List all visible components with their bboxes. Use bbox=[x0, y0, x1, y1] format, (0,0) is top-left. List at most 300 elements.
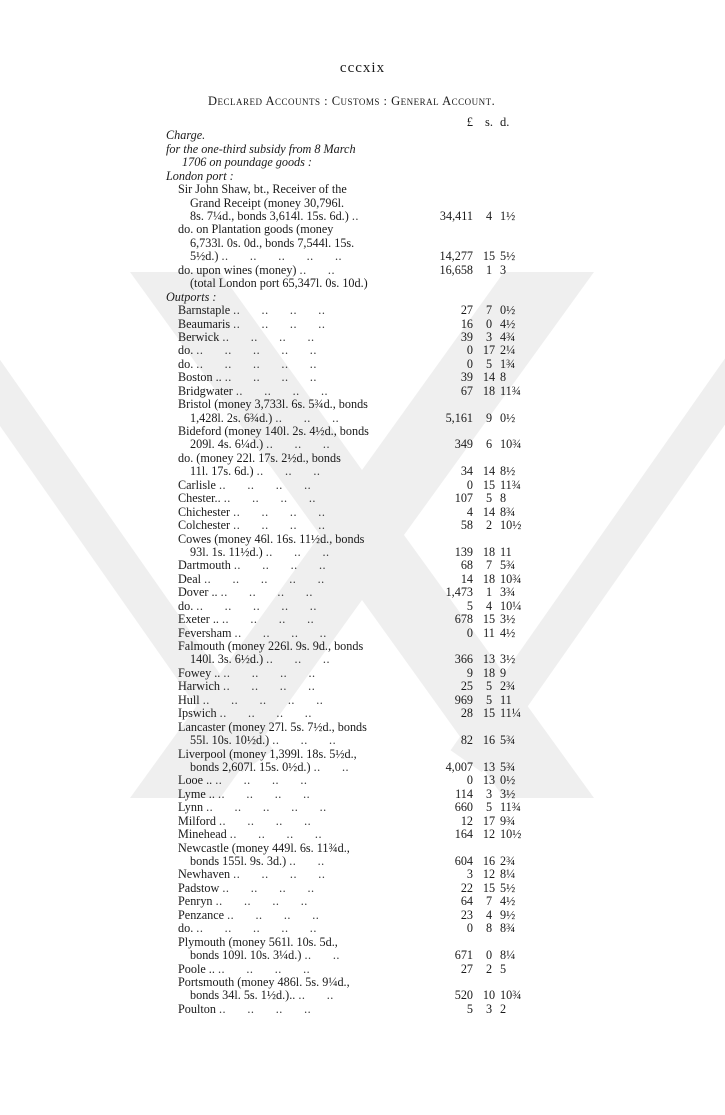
line-text bbox=[178, 223, 333, 236]
pence-value: 4½ bbox=[500, 894, 516, 909]
dot-leader: .. .. .. bbox=[256, 464, 321, 479]
line-text bbox=[178, 385, 328, 398]
shillings-value: 2 bbox=[485, 518, 493, 533]
account-line bbox=[0, 506, 725, 519]
line-label: Bristol (money 3,733l. 6s. 5¾d., bonds bbox=[178, 397, 368, 412]
line-text bbox=[190, 546, 330, 559]
dot-leader: .. .. .. .. bbox=[235, 383, 329, 398]
line-text bbox=[178, 492, 316, 505]
line-label: Fowey .. bbox=[178, 665, 221, 680]
account-line bbox=[0, 425, 725, 438]
pence-value: 8¼ bbox=[500, 867, 516, 882]
line-text bbox=[178, 774, 307, 787]
pounds-value: 34 bbox=[460, 464, 473, 479]
pounds-value: 0 bbox=[466, 343, 473, 358]
account-line bbox=[0, 385, 725, 398]
pence-value: 10¾ bbox=[500, 437, 522, 452]
account-line bbox=[0, 667, 725, 680]
account-line bbox=[0, 533, 725, 546]
account-line bbox=[0, 680, 725, 693]
account-line bbox=[0, 277, 725, 290]
line-text bbox=[178, 398, 368, 411]
shillings-value: 15 bbox=[482, 612, 496, 627]
dot-leader: .. .. .. .. bbox=[223, 665, 316, 680]
dot-leader: .. .. .. .. bbox=[218, 1001, 312, 1016]
pence-value: 3 bbox=[500, 262, 507, 277]
pence-value: 3½ bbox=[500, 652, 516, 667]
pounds-value: 64 bbox=[460, 894, 473, 909]
line-label: Lyme .. bbox=[178, 786, 215, 801]
line-text bbox=[178, 613, 314, 626]
dot-leader: .. .. .. .. bbox=[229, 827, 322, 842]
line-label: Portsmouth (money 486l. 5s. 9¼d., bbox=[178, 974, 350, 989]
shillings-value: 3 bbox=[485, 1001, 493, 1016]
shillings-value: 6 bbox=[485, 437, 493, 452]
line-text bbox=[190, 949, 340, 962]
line-text bbox=[178, 721, 367, 734]
pounds-value: 520 bbox=[454, 988, 473, 1003]
dot-leader: .. .. .. .. bbox=[233, 504, 326, 519]
page-number: cccxix bbox=[339, 60, 386, 76]
shillings-value: 9 bbox=[485, 410, 493, 425]
account-line bbox=[0, 183, 725, 196]
line-text bbox=[190, 210, 359, 223]
account-line bbox=[0, 156, 725, 169]
line-text bbox=[178, 936, 338, 949]
line-text bbox=[182, 156, 312, 169]
line-text bbox=[178, 922, 317, 935]
line-label: Cowes (money 46l. 16s. 11½d., bonds bbox=[178, 531, 365, 546]
shillings-value: 15 bbox=[482, 477, 496, 492]
account-line bbox=[0, 250, 725, 263]
line-text bbox=[178, 909, 319, 922]
dot-leader: .. .. .. .. bbox=[220, 585, 313, 600]
line-text bbox=[178, 519, 325, 532]
pounds-value: 68 bbox=[460, 558, 473, 573]
account-line bbox=[0, 600, 725, 613]
line-text bbox=[178, 895, 308, 908]
line-label: Newhaven bbox=[178, 867, 231, 882]
account-line bbox=[0, 963, 725, 976]
pounds-value: 660 bbox=[454, 800, 473, 815]
line-label: Lancaster (money 27l. 5s. 7½d., bonds bbox=[178, 719, 367, 734]
line-label: Minehead bbox=[178, 827, 227, 842]
pounds-value: 39 bbox=[460, 329, 473, 344]
shillings-value: 1 bbox=[485, 262, 493, 277]
dot-leader: .. .. .. .. .. bbox=[196, 921, 317, 936]
account-line bbox=[0, 788, 725, 801]
dot-leader: .. .. .. .. bbox=[233, 867, 326, 882]
line-label: Charge. bbox=[166, 128, 206, 143]
account-line bbox=[0, 344, 725, 357]
account-line bbox=[0, 815, 725, 828]
account-line bbox=[0, 170, 725, 183]
shillings-value: 13 bbox=[482, 652, 496, 667]
account-line bbox=[0, 210, 725, 223]
pence-value: 3½ bbox=[500, 786, 516, 801]
pounds-value: 82 bbox=[460, 733, 473, 748]
line-text bbox=[178, 559, 326, 572]
dot-leader: .. .. .. .. .. bbox=[221, 249, 343, 264]
line-label: Exeter .. bbox=[178, 612, 219, 627]
pounds-value: 16 bbox=[460, 316, 473, 331]
line-text bbox=[190, 653, 330, 666]
dot-leader: .. .. .. .. bbox=[222, 880, 315, 895]
line-label: Colchester bbox=[178, 518, 231, 533]
dot-leader: .. .. .. .. bbox=[218, 477, 312, 492]
line-text bbox=[178, 801, 327, 814]
dot-leader: .. .. bbox=[299, 262, 335, 277]
line-text bbox=[178, 680, 315, 693]
pounds-value: 1,473 bbox=[445, 585, 473, 600]
line-text bbox=[190, 855, 325, 868]
pounds-value: 28 bbox=[460, 706, 473, 721]
pence-value: 10¾ bbox=[500, 988, 522, 1003]
account-line bbox=[0, 627, 725, 640]
line-label: do. bbox=[178, 598, 194, 613]
line-label: bonds 109l. 10s. 3¼d.) bbox=[190, 948, 302, 963]
line-text bbox=[178, 344, 317, 357]
line-text bbox=[178, 640, 363, 653]
pounds-value: 5 bbox=[466, 598, 473, 613]
pence-value: 5¾ bbox=[500, 759, 516, 774]
line-text bbox=[190, 412, 339, 425]
dot-leader: .. .. .. .. bbox=[215, 894, 308, 909]
line-label: Chester.. bbox=[178, 491, 221, 506]
pence-value: 1½ bbox=[500, 209, 516, 224]
line-text bbox=[178, 586, 313, 599]
shillings-value: 3 bbox=[485, 786, 493, 801]
line-text bbox=[166, 170, 234, 183]
pounds-value: 9 bbox=[466, 665, 473, 680]
shillings-value: 8 bbox=[485, 921, 493, 936]
pence-value: 0½ bbox=[500, 303, 516, 318]
pence-value: 9¾ bbox=[500, 813, 516, 828]
line-label: Beaumaris bbox=[178, 316, 231, 331]
line-label: Dover .. bbox=[178, 585, 218, 600]
shillings-value: 15 bbox=[482, 880, 496, 895]
pence-value: 5¾ bbox=[500, 558, 516, 573]
line-label: Padstow bbox=[178, 880, 220, 895]
pence-value: 10¾ bbox=[500, 571, 522, 586]
pounds-value: 27 bbox=[460, 303, 473, 318]
account-line bbox=[0, 479, 725, 492]
pounds-value: 58 bbox=[460, 518, 473, 533]
account-line bbox=[0, 398, 725, 411]
pence-value: 11¾ bbox=[500, 477, 521, 492]
pounds-value: 366 bbox=[454, 652, 473, 667]
line-text bbox=[166, 129, 205, 142]
pence-value: 2¾ bbox=[500, 854, 516, 869]
pounds-value: 678 bbox=[454, 612, 473, 627]
pounds-value: 0 bbox=[466, 625, 473, 640]
account-line bbox=[0, 828, 725, 841]
dot-leader: .. .. .. bbox=[272, 733, 337, 748]
line-text bbox=[178, 627, 327, 640]
account-line bbox=[0, 318, 725, 331]
account-line bbox=[0, 129, 725, 142]
account-line bbox=[0, 452, 725, 465]
account-line bbox=[0, 358, 725, 371]
line-label: 11l. 17s. 6d.) bbox=[190, 464, 254, 479]
shillings-value: 4 bbox=[485, 209, 493, 224]
pounds-value: 671 bbox=[454, 948, 473, 963]
account-line bbox=[0, 640, 725, 653]
line-text bbox=[178, 371, 317, 384]
account-line bbox=[0, 371, 725, 384]
line-text bbox=[178, 573, 325, 586]
pence-value: 5½ bbox=[500, 249, 516, 264]
line-label: 6,733l. 0s. 0d., bonds 7,544l. 15s. bbox=[190, 235, 355, 250]
line-text bbox=[178, 183, 347, 196]
shillings-value: 13 bbox=[482, 759, 496, 774]
pence-value: 10½ bbox=[500, 827, 522, 842]
dot-leader: .. .. .. bbox=[266, 652, 331, 667]
dot-leader: .. .. .. .. bbox=[218, 813, 312, 828]
pence-value: 8 bbox=[500, 370, 507, 385]
line-text bbox=[178, 963, 310, 976]
account-line bbox=[0, 573, 725, 586]
dot-leader: .. .. .. .. bbox=[233, 518, 326, 533]
dot-leader: .. .. .. .. bbox=[219, 706, 312, 721]
line-label: Outports : bbox=[166, 289, 217, 304]
account-line bbox=[0, 842, 725, 855]
line-label: Hull bbox=[178, 692, 200, 707]
dot-leader: .. .. .. .. bbox=[227, 907, 320, 922]
dot-leader: .. .. .. .. bbox=[233, 303, 326, 318]
account-table bbox=[0, 116, 725, 1016]
line-text bbox=[178, 452, 341, 465]
line-text bbox=[190, 465, 320, 478]
shillings-value: 18 bbox=[482, 383, 496, 398]
pounds-header: £ bbox=[466, 115, 473, 129]
line-text bbox=[178, 976, 350, 989]
pounds-value: 969 bbox=[454, 692, 473, 707]
line-label: Dartmouth bbox=[178, 558, 231, 573]
line-label: Chichester bbox=[178, 504, 231, 519]
pounds-value: 164 bbox=[454, 827, 473, 842]
account-line bbox=[0, 748, 725, 761]
line-label: Falmouth (money 226l. 9s. 9d., bonds bbox=[178, 639, 364, 654]
pounds-value: 4 bbox=[466, 504, 473, 519]
pounds-value: 0 bbox=[466, 773, 473, 788]
line-label: Plymouth (money 561l. 10s. 5d., bbox=[178, 934, 338, 949]
line-text bbox=[178, 694, 323, 707]
account-line bbox=[0, 721, 725, 734]
line-text bbox=[190, 277, 368, 290]
pounds-value: 34,411 bbox=[439, 209, 473, 224]
dot-leader: .. .. .. .. bbox=[233, 558, 327, 573]
line-label: Newcastle (money 449l. 6s. 11¾d., bbox=[178, 840, 350, 855]
line-text bbox=[190, 438, 330, 451]
pounds-value: 16,658 bbox=[439, 262, 473, 277]
shillings-value: 16 bbox=[482, 854, 496, 869]
account-line bbox=[0, 895, 725, 908]
account-line bbox=[0, 492, 725, 505]
pence-value: 4½ bbox=[500, 316, 516, 331]
pence-value: 2¾ bbox=[500, 679, 516, 694]
pence-value: 8¼ bbox=[500, 948, 516, 963]
line-label: 5½d.) bbox=[190, 249, 219, 264]
pence-value: 8¾ bbox=[500, 504, 516, 519]
line-label: Ipswich bbox=[178, 706, 217, 721]
line-label: 8s. 7¼d., bonds 3,614l. 15s. 6d.) bbox=[190, 209, 349, 224]
dot-leader: .. .. .. .. bbox=[222, 329, 315, 344]
shillings-value: 17 bbox=[482, 813, 496, 828]
line-text bbox=[178, 533, 364, 546]
pence-value: 1¾ bbox=[500, 356, 516, 371]
shillings-value: 0 bbox=[485, 316, 493, 331]
pounds-value: 14,277 bbox=[439, 249, 473, 264]
line-text bbox=[178, 600, 317, 613]
line-label: Lynn bbox=[178, 800, 204, 815]
dot-leader: .. .. bbox=[313, 759, 350, 774]
pence-value: 5½ bbox=[500, 880, 516, 895]
line-text bbox=[178, 882, 315, 895]
line-text bbox=[178, 868, 325, 881]
pence-value: 3½ bbox=[500, 612, 516, 627]
running-header: Declared Accounts : Customs : General Account. bbox=[208, 94, 496, 108]
line-label: 140l. 3s. 6½d.) bbox=[190, 652, 264, 667]
account-line bbox=[0, 734, 725, 747]
pence-value: 11¾ bbox=[500, 800, 521, 815]
pence-value: 5¾ bbox=[500, 733, 516, 748]
line-text bbox=[178, 264, 335, 277]
pence-value: 8½ bbox=[500, 464, 516, 479]
shillings-value: 5 bbox=[485, 679, 493, 694]
pence-value: 10½ bbox=[500, 518, 522, 533]
pence-value: 9½ bbox=[500, 907, 516, 922]
pounds-value: 0 bbox=[466, 921, 473, 936]
account-line bbox=[0, 412, 725, 425]
shillings-value: 18 bbox=[482, 665, 496, 680]
pounds-value: 39 bbox=[460, 370, 473, 385]
pence-value: 9 bbox=[500, 665, 507, 680]
line-label: do. bbox=[178, 356, 194, 371]
account-line bbox=[0, 237, 725, 250]
account-line bbox=[0, 613, 725, 626]
line-text bbox=[178, 842, 350, 855]
account-line bbox=[0, 331, 725, 344]
dot-leader: .. .. bbox=[289, 854, 325, 869]
shillings-value: 3 bbox=[485, 329, 493, 344]
shillings-value: 5 bbox=[485, 491, 493, 506]
line-label: Bideford (money 140l. 2s. 4½d., bonds bbox=[178, 424, 369, 439]
pence-value: 2 bbox=[500, 1001, 507, 1016]
account-line bbox=[0, 197, 725, 210]
line-text bbox=[178, 479, 311, 492]
pounds-value: 139 bbox=[454, 544, 473, 559]
line-label: Sir John Shaw, bt., Receiver of the bbox=[178, 182, 347, 197]
pence-value: 4½ bbox=[500, 625, 516, 640]
shillings-value: 18 bbox=[482, 544, 496, 559]
line-label: 93l. 1s. 11½d.) bbox=[190, 544, 263, 559]
pounds-value: 3 bbox=[466, 867, 473, 882]
pence-value: 4¾ bbox=[500, 329, 516, 344]
dot-leader: .. .. bbox=[298, 988, 334, 1003]
account-line bbox=[0, 909, 725, 922]
pence-header: d. bbox=[500, 115, 510, 129]
shillings-value: 14 bbox=[482, 370, 496, 385]
pounds-value: 114 bbox=[455, 786, 473, 801]
line-label: 209l. 4s. 6¼d.) bbox=[190, 437, 264, 452]
account-line bbox=[0, 774, 725, 787]
shillings-value: 5 bbox=[485, 800, 493, 815]
line-text bbox=[166, 291, 216, 304]
line-label: Berwick bbox=[178, 329, 220, 344]
pounds-value: 349 bbox=[454, 437, 473, 452]
account-line bbox=[0, 264, 725, 277]
dot-leader: .. .. .. .. bbox=[215, 773, 308, 788]
account-line bbox=[0, 936, 725, 949]
pounds-value: 14 bbox=[460, 571, 473, 586]
pounds-value: 67 bbox=[460, 383, 473, 398]
account-line bbox=[0, 1003, 725, 1016]
line-text bbox=[178, 318, 325, 331]
account-line bbox=[0, 304, 725, 317]
dot-leader: .. .. .. .. .. bbox=[196, 356, 317, 371]
pence-value: 3¾ bbox=[500, 585, 516, 600]
line-label: Barnstaple bbox=[178, 303, 231, 318]
line-label: Feversham bbox=[178, 625, 232, 640]
shillings-value: 4 bbox=[485, 907, 493, 922]
shillings-value: 18 bbox=[482, 571, 496, 586]
line-label: bonds 155l. 9s. 3d.) bbox=[190, 854, 287, 869]
line-label: Boston .. bbox=[178, 370, 222, 385]
account-line bbox=[0, 465, 725, 478]
pounds-value: 4,007 bbox=[445, 759, 473, 774]
line-label: bonds 2,607l. 15s. 0½d.) bbox=[190, 759, 311, 774]
shillings-value: 14 bbox=[482, 464, 496, 479]
account-line bbox=[0, 291, 725, 304]
pence-value: 10¼ bbox=[500, 598, 522, 613]
pounds-value: 0 bbox=[466, 477, 473, 492]
dot-leader: .. .. .. .. bbox=[223, 679, 316, 694]
line-label: do. bbox=[178, 343, 194, 358]
line-label: Looe .. bbox=[178, 773, 213, 788]
line-label: do. (money 22l. 17s. 2½d., bonds bbox=[178, 450, 341, 465]
pounds-value: 27 bbox=[460, 961, 473, 976]
line-text bbox=[178, 828, 322, 841]
account-line bbox=[0, 546, 725, 559]
dot-leader: .. .. .. .. bbox=[222, 612, 315, 627]
line-label: 55l. 10s. 10½d.) bbox=[190, 733, 270, 748]
line-label: Penryn bbox=[178, 894, 213, 909]
account-line bbox=[0, 922, 725, 935]
line-label: Liverpool (money 1,399l. 18s. 5½d., bbox=[178, 746, 357, 761]
account-line bbox=[0, 855, 725, 868]
line-text bbox=[178, 707, 312, 720]
shillings-header: s. bbox=[485, 115, 493, 129]
shillings-value: 17 bbox=[482, 343, 496, 358]
shillings-value: 7 bbox=[485, 303, 493, 318]
line-text bbox=[178, 748, 357, 761]
line-label: 1706 on poundage goods : bbox=[182, 155, 312, 170]
pounds-value: 107 bbox=[454, 491, 473, 506]
pounds-value: 25 bbox=[460, 679, 473, 694]
dot-leader: .. bbox=[351, 209, 359, 224]
pence-value: 11 bbox=[500, 544, 512, 559]
account-line bbox=[0, 801, 725, 814]
account-line bbox=[0, 989, 725, 1002]
line-label: Carlisle bbox=[178, 477, 216, 492]
dot-leader: .. .. .. .. .. bbox=[206, 800, 327, 815]
pence-value: 11 bbox=[500, 692, 512, 707]
line-label: Grand Receipt (money 30,796l. bbox=[190, 195, 344, 210]
dot-leader: .. .. .. .. bbox=[224, 370, 317, 385]
dot-leader: .. .. .. bbox=[275, 410, 340, 425]
account-line bbox=[0, 653, 725, 666]
